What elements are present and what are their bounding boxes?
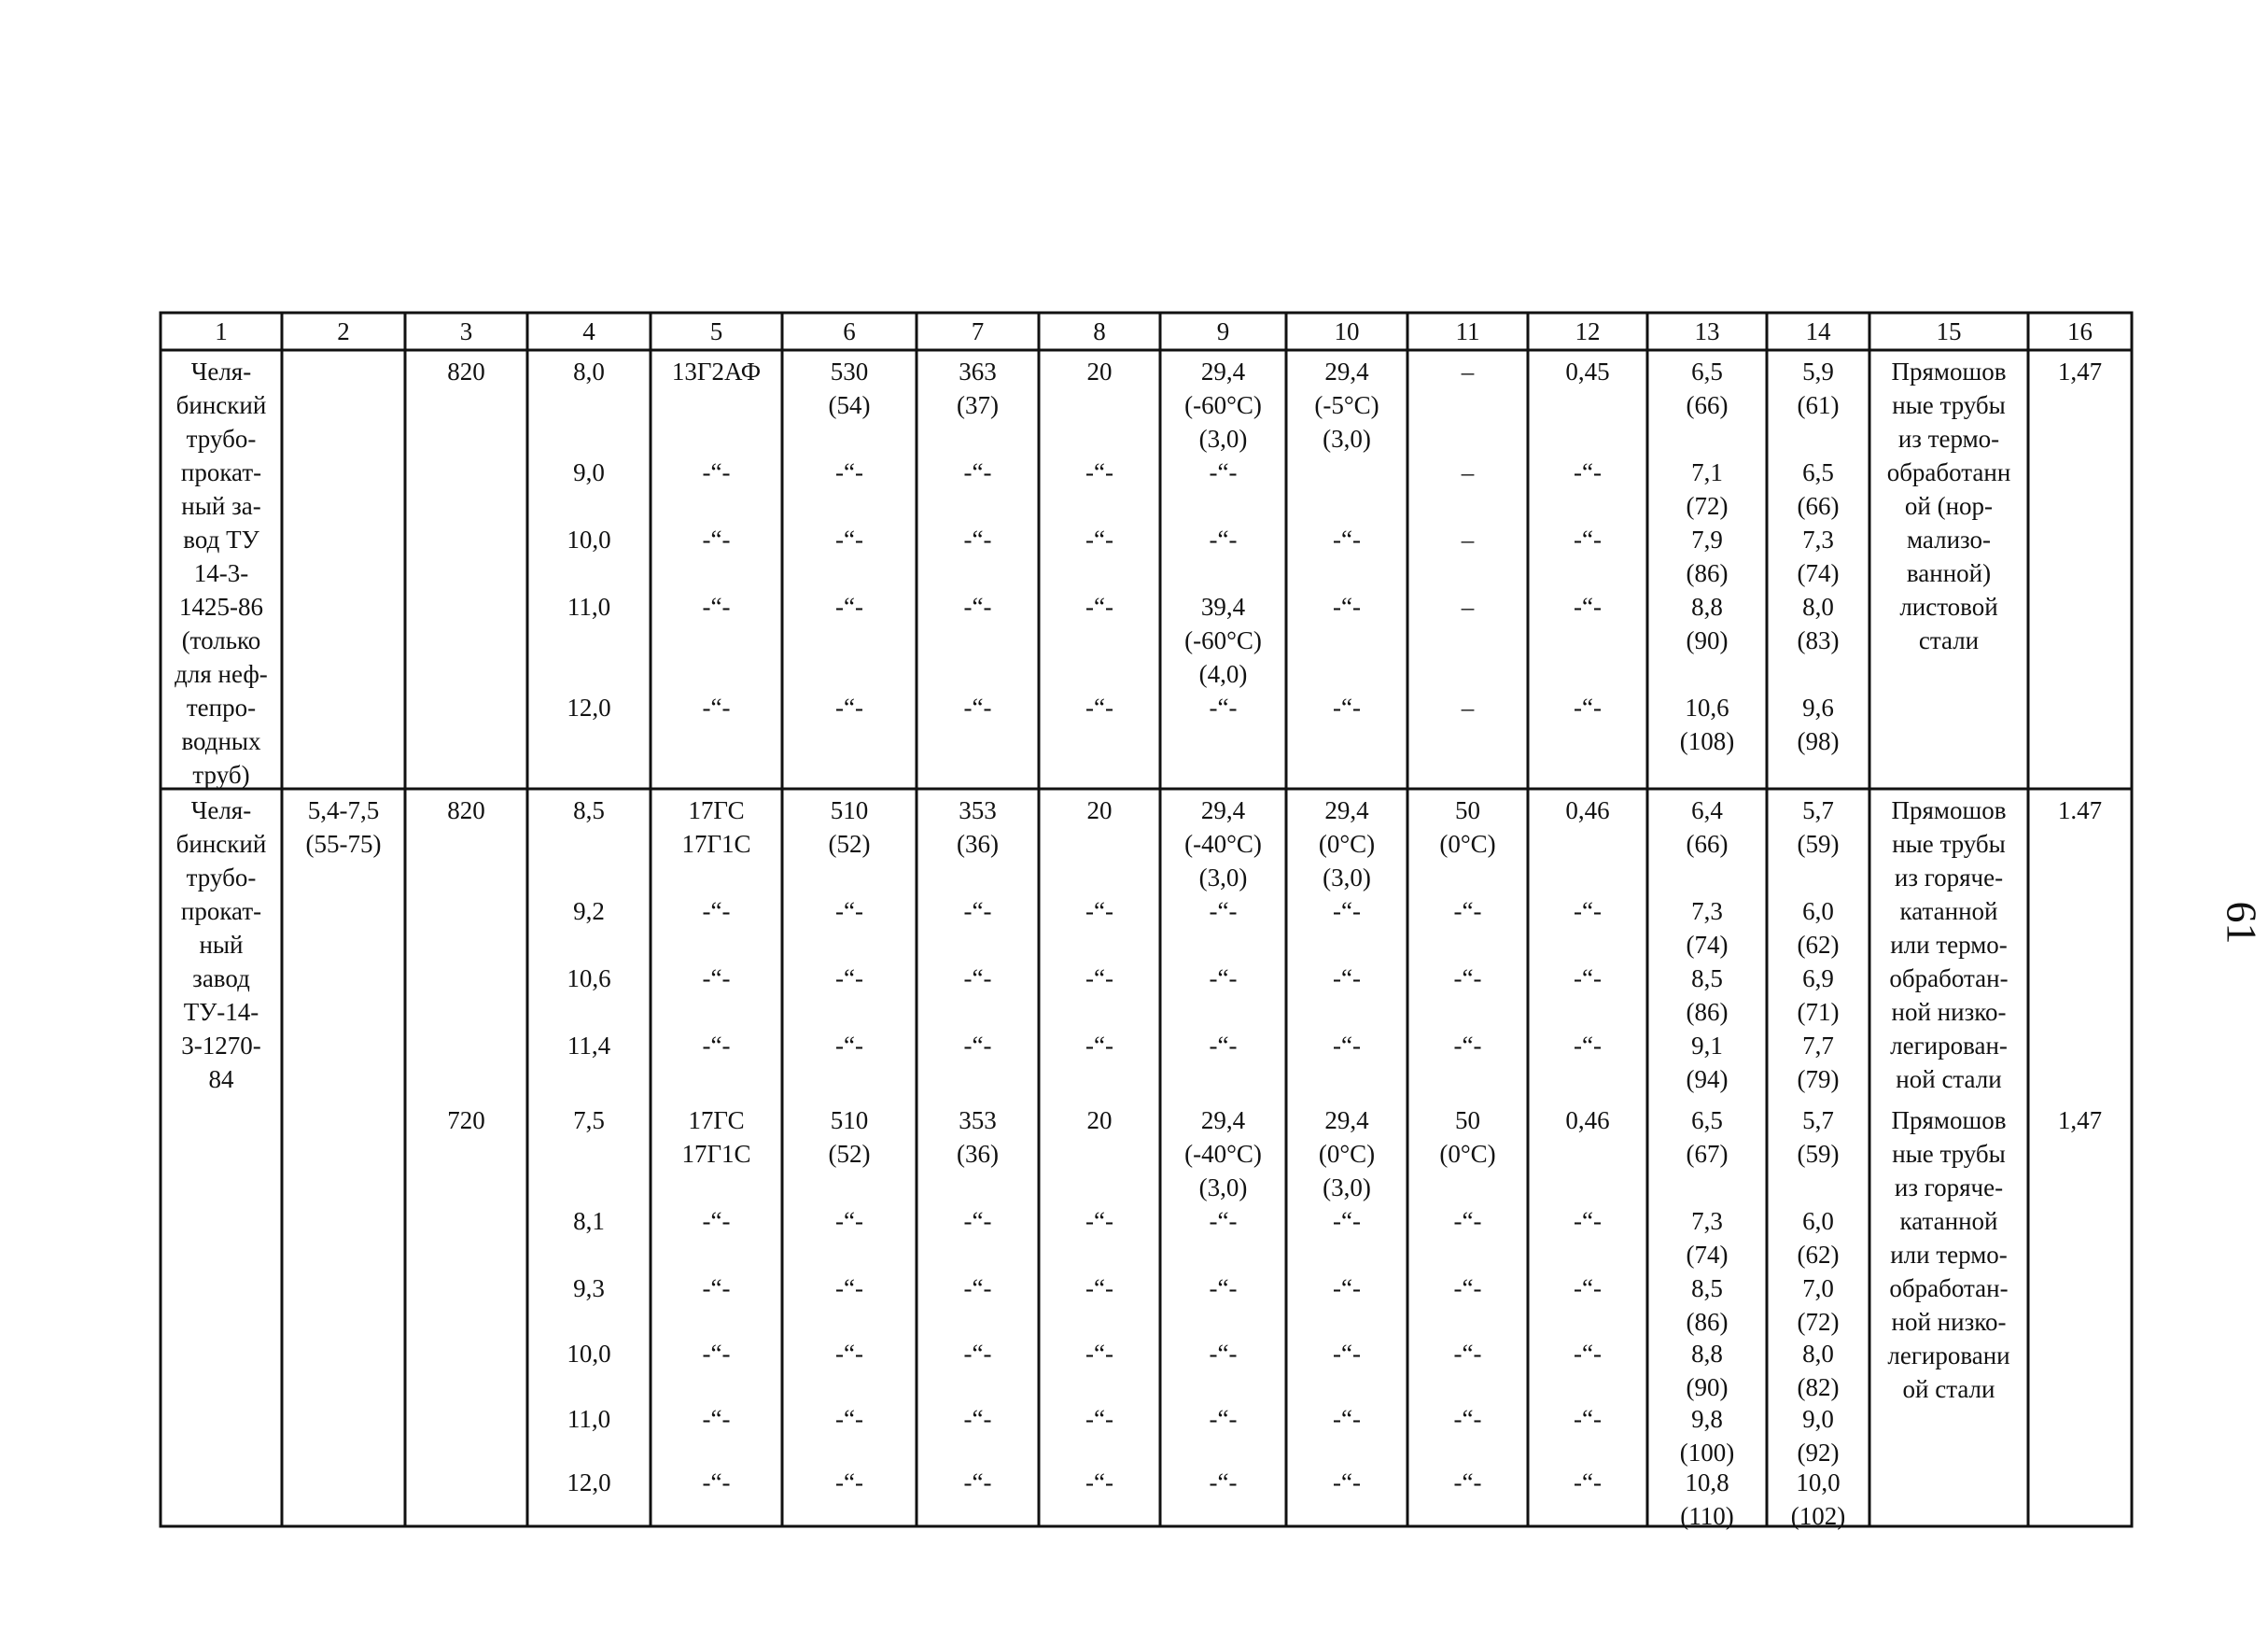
block2-b-row-3-col-8: -“- [1085, 1340, 1113, 1368]
block2-b-row-2-col-7: -“- [963, 1274, 992, 1302]
block1-row-2-col-14: 7,3 (74) [1797, 526, 1840, 587]
column-header-4: 4 [582, 317, 595, 345]
block2-steel-b-cell: 17ГС 17Г1С [681, 1106, 751, 1168]
block2-b-row-2-col-13: 8,5 (86) [1686, 1274, 1729, 1336]
block2-b-row-0-col-12: 0,46 [1565, 1106, 1610, 1134]
block2-a-row-3-col-9: -“- [1209, 1032, 1238, 1060]
block2-b-row-3-col-7: -“- [963, 1340, 992, 1368]
column-header-1: 1 [215, 317, 228, 345]
block1-row-4-col-12: -“- [1574, 694, 1602, 722]
page-number: 61 [2218, 901, 2266, 945]
block2-a-row-2-col-13: 8,5 (86) [1686, 964, 1729, 1026]
block1-row-1-col-5: -“- [702, 458, 731, 486]
block1-row-1-col-8: -“- [1085, 458, 1113, 486]
block2-b-row-0-col-13: 6,5 (67) [1686, 1106, 1729, 1168]
block1-row-2-col-6: -“- [835, 526, 863, 554]
block2-b-row-1-col-8: -“- [1085, 1207, 1113, 1235]
block1-row-3-col-9: 39,4 (-60°C) (4,0) [1184, 593, 1262, 688]
block1-row-4-col-5: -“- [702, 694, 731, 722]
block2-a-row-3-col-13: 9,1 (94) [1686, 1032, 1729, 1093]
block2-a-row-2-col-9: -“- [1209, 964, 1238, 992]
block1-row-2-col-9: -“- [1209, 526, 1238, 554]
column-header-2: 2 [337, 317, 350, 345]
block1-row-3-col-8: -“- [1085, 593, 1113, 621]
block2-b-row-4-col-12: -“- [1574, 1405, 1602, 1433]
column-header-8: 8 [1093, 317, 1106, 345]
column-header-15: 15 [1936, 317, 1962, 345]
block1-row-2-col-10: -“- [1333, 526, 1361, 554]
block2-a-row-3-col-11: -“- [1453, 1032, 1482, 1060]
block1-row-1-col-11: – [1461, 458, 1475, 486]
block2-b-row-0-col-9: 29,4 (-40°C) (3,0) [1184, 1106, 1262, 1201]
block2-b-row-4-col-10: -“- [1333, 1405, 1361, 1433]
block2-b-row-4-col-5: -“- [702, 1405, 731, 1433]
block1-row-4-col-6: -“- [835, 694, 863, 722]
block1-row-0-col-6: 530 (54) [828, 358, 871, 419]
block2-plant-cell: Челя- бинский трубо- прокат- ный завод ТУ-14- 3-1270- 84 [175, 796, 267, 1093]
block2-b-row-2-col-5: -“- [702, 1274, 731, 1302]
block1-row-4-col-10: -“- [1333, 694, 1361, 722]
block2-b-row-1-col-10: -“- [1333, 1207, 1361, 1235]
block1-row-0-col-12: 0,45 [1565, 358, 1610, 386]
block1-row-4-col-9: -“- [1209, 694, 1238, 722]
block2-b-row-0-col-6: 510 (52) [828, 1106, 871, 1168]
block2-b-row-4-col-13: 9,8 (100) [1679, 1405, 1735, 1467]
block2-b-row-0-col-11: 50 (0°C) [1439, 1106, 1496, 1168]
block2-a-row-2-col-12: -“- [1574, 964, 1602, 992]
column-header-14: 14 [1805, 317, 1831, 345]
block2-b-row-1-col-12: -“- [1574, 1207, 1602, 1235]
block2-a-row-1-col-4: 9,2 [573, 897, 605, 925]
block2-b-row-2-col-4: 9,3 [573, 1274, 605, 1302]
block2-diameter-a-cell: 820 [447, 796, 485, 824]
block1-row-0-col-4: 8,0 [573, 358, 605, 386]
block2-a-row-2-col-11: -“- [1453, 964, 1482, 992]
block2-b-row-5-col-11: -“- [1453, 1468, 1482, 1496]
column-header-5: 5 [709, 317, 723, 345]
block2-a-row-0-col-14: 5,7 (59) [1797, 796, 1840, 858]
column-header-13: 13 [1694, 317, 1720, 345]
block2-coef-a-cell: 1.47 [2057, 796, 2103, 824]
column-header-7: 7 [971, 317, 985, 345]
block1-row-0-col-8: 20 [1086, 358, 1113, 386]
block1-row-3-col-11: – [1461, 593, 1475, 621]
block2-b-row-1-col-11: -“- [1453, 1207, 1482, 1235]
block1-row-3-col-14: 8,0 (83) [1797, 593, 1840, 654]
column-header-11: 11 [1455, 317, 1480, 345]
block2-a-row-0-col-13: 6,4 (66) [1686, 796, 1729, 858]
block2-description-a-cell: Прямошов ные трубы из горяче- катанной или термо- обработан- ной низко- легирован- ной стали [1889, 796, 2009, 1093]
column-header-10: 10 [1334, 317, 1360, 345]
block2-a-row-0-col-4: 8,5 [573, 796, 605, 824]
block1-row-4-col-7: -“- [963, 694, 992, 722]
block2-b-row-1-col-14: 6,0 (62) [1797, 1207, 1840, 1269]
block2-b-row-5-col-6: -“- [835, 1468, 863, 1496]
block2-b-row-1-col-9: -“- [1209, 1207, 1238, 1235]
block1-row-4-col-14: 9,6 (98) [1797, 694, 1840, 755]
block2-b-row-4-col-11: -“- [1453, 1405, 1482, 1433]
block2-b-row-5-col-10: -“- [1333, 1468, 1361, 1496]
block2-b-row-5-col-7: -“- [963, 1468, 992, 1496]
block2-a-row-0-col-12: 0,46 [1565, 796, 1610, 824]
block2-a-row-3-col-6: -“- [835, 1032, 863, 1060]
block2-b-row-3-col-14: 8,0 (82) [1797, 1340, 1840, 1401]
block2-b-row-5-col-14: 10,0 (102) [1790, 1468, 1846, 1530]
block1-row-1-col-9: -“- [1209, 458, 1238, 486]
block2-b-row-3-col-5: -“- [702, 1340, 731, 1368]
block1-row-1-col-4: 9,0 [573, 458, 605, 486]
block2-description-b-cell: Прямошов ные трубы из горяче- катанной или термо- обработан- ной низко- легировани ой стали [1887, 1106, 2010, 1403]
block2-b-row-2-col-12: -“- [1574, 1274, 1602, 1302]
block1-row-1-col-13: 7,1 (72) [1686, 458, 1729, 520]
block2-a-row-0-col-11: 50 (0°C) [1439, 796, 1496, 858]
column-header-6: 6 [843, 317, 856, 345]
block2-b-row-5-col-8: -“- [1085, 1468, 1113, 1496]
block2-b-row-1-col-5: -“- [702, 1207, 731, 1235]
block1-row-2-col-7: -“- [963, 526, 992, 554]
block2-b-row-4-col-6: -“- [835, 1405, 863, 1433]
block2-wall-range-cell: 5,4-7,5 (55-75) [305, 796, 382, 858]
block1-row-1-col-7: -“- [963, 458, 992, 486]
block1-row-3-col-7: -“- [963, 593, 992, 621]
block2-a-row-3-col-5: -“- [702, 1032, 731, 1060]
block2-a-row-0-col-6: 510 (52) [828, 796, 871, 858]
block1-row-3-col-4: 11,0 [567, 593, 611, 621]
block1-row-2-col-11: – [1461, 526, 1475, 554]
block2-b-row-0-col-14: 5,7 (59) [1797, 1106, 1840, 1168]
block2-b-row-2-col-14: 7,0 (72) [1797, 1274, 1840, 1336]
block1-row-3-col-12: -“- [1574, 593, 1602, 621]
block2-b-row-1-col-13: 7,3 (74) [1686, 1207, 1729, 1269]
block2-b-row-4-col-9: -“- [1209, 1405, 1238, 1433]
block1-description-cell: Прямошов ные трубы из термо- обработанн ой (нор- мализо- ванной) листовой стали [1886, 358, 2011, 654]
block2-a-row-0-col-10: 29,4 (0°C) (3,0) [1318, 796, 1376, 892]
block2-a-row-3-col-10: -“- [1333, 1032, 1361, 1060]
block2-b-row-5-col-13: 10,8 (110) [1680, 1468, 1734, 1530]
block2-b-row-0-col-4: 7,5 [573, 1106, 605, 1134]
block2-b-row-2-col-11: -“- [1453, 1274, 1482, 1302]
block1-row-2-col-13: 7,9 (86) [1686, 526, 1729, 587]
block2-a-row-0-col-9: 29,4 (-40°C) (3,0) [1184, 796, 1262, 892]
block2-a-row-1-col-5: -“- [702, 897, 731, 925]
block1-row-4-col-8: -“- [1085, 694, 1113, 722]
block2-a-row-3-col-4: 11,4 [567, 1032, 611, 1060]
block2-b-row-3-col-13: 8,8 (90) [1686, 1340, 1729, 1401]
block1-row-2-col-8: -“- [1085, 526, 1113, 554]
block2-b-row-1-col-7: -“- [963, 1207, 992, 1235]
block2-diameter-b-cell: 720 [447, 1106, 485, 1134]
block2-a-row-3-col-7: -“- [963, 1032, 992, 1060]
block2-a-row-0-col-7: 353 (36) [957, 796, 999, 858]
block2-b-row-3-col-9: -“- [1209, 1340, 1238, 1368]
block2-b-row-3-col-12: -“- [1574, 1340, 1602, 1368]
block1-row-3-col-6: -“- [835, 593, 863, 621]
block2-a-row-1-col-10: -“- [1333, 897, 1361, 925]
block2-a-row-2-col-14: 6,9 (71) [1797, 964, 1840, 1026]
block1-row-3-col-10: -“- [1333, 593, 1361, 621]
column-header-3: 3 [459, 317, 473, 345]
block2-b-row-2-col-8: -“- [1085, 1274, 1113, 1302]
block2-a-row-1-col-11: -“- [1453, 897, 1482, 925]
column-header-9: 9 [1216, 317, 1230, 345]
block2-a-row-2-col-5: -“- [702, 964, 731, 992]
block2-b-row-4-col-7: -“- [963, 1405, 992, 1433]
block2-a-row-2-col-7: -“- [963, 964, 992, 992]
block2-steel-a-cell: 17ГС 17Г1С [681, 796, 751, 858]
block2-b-row-3-col-6: -“- [835, 1340, 863, 1368]
block2-coef-b-cell: 1,47 [2057, 1106, 2103, 1134]
block1-plant-cell: Челя- бинский трубо- прокат- ный за- вод ТУ 14-3- 1425-86 (только для неф- тепро- водных труб) [175, 358, 268, 789]
block1-row-0-col-10: 29,4 (-5°C) (3,0) [1314, 358, 1379, 453]
block2-b-row-0-col-8: 20 [1086, 1106, 1113, 1134]
block2-a-row-1-col-14: 6,0 (62) [1797, 897, 1840, 959]
column-header-16: 16 [2067, 317, 2093, 345]
block2-b-row-5-col-9: -“- [1209, 1468, 1238, 1496]
block1-row-0-col-9: 29,4 (-60°C) (3,0) [1184, 358, 1262, 453]
block2-b-row-4-col-4: 11,0 [567, 1405, 611, 1433]
block2-b-row-3-col-11: -“- [1453, 1340, 1482, 1368]
block2-a-row-2-col-10: -“- [1333, 964, 1361, 992]
block2-b-row-4-col-14: 9,0 (92) [1797, 1405, 1840, 1467]
block1-row-0-col-5: 13Г2АФ [671, 358, 762, 386]
column-header-12: 12 [1575, 317, 1601, 345]
block1-row-4-col-11: – [1461, 694, 1475, 722]
block2-b-row-5-col-5: -“- [702, 1468, 731, 1496]
block1-row-0-col-7: 363 (37) [957, 358, 999, 419]
block2-b-row-3-col-4: 10,0 [567, 1340, 611, 1368]
block1-row-2-col-5: -“- [702, 526, 731, 554]
block2-b-row-2-col-10: -“- [1333, 1274, 1361, 1302]
block2-a-row-1-col-6: -“- [835, 897, 863, 925]
block2-a-row-3-col-8: -“- [1085, 1032, 1113, 1060]
block1-diameter-cell: 820 [447, 358, 485, 386]
block1-row-0-col-14: 5,9 (61) [1797, 358, 1840, 419]
block1-row-4-col-13: 10,6 (108) [1679, 694, 1735, 755]
block2-a-row-1-col-12: -“- [1574, 897, 1602, 925]
block2-b-row-2-col-9: -“- [1209, 1274, 1238, 1302]
block1-row-0-col-11: – [1461, 358, 1475, 386]
block1-row-4-col-4: 12,0 [567, 694, 611, 722]
block2-b-row-1-col-6: -“- [835, 1207, 863, 1235]
block2-b-row-2-col-6: -“- [835, 1274, 863, 1302]
block2-a-row-2-col-8: -“- [1085, 964, 1113, 992]
block2-b-row-1-col-4: 8,1 [573, 1207, 605, 1235]
block1-coef-cell: 1,47 [2057, 358, 2103, 386]
block1-row-3-col-5: -“- [702, 593, 731, 621]
block1-row-1-col-14: 6,5 (66) [1797, 458, 1840, 520]
block2-a-row-1-col-7: -“- [963, 897, 992, 925]
block2-a-row-3-col-12: -“- [1574, 1032, 1602, 1060]
block2-a-row-0-col-8: 20 [1086, 796, 1113, 824]
block1-row-0-col-13: 6,5 (66) [1686, 358, 1729, 419]
block1-row-2-col-12: -“- [1574, 526, 1602, 554]
block1-row-2-col-4: 10,0 [567, 526, 611, 554]
block2-a-row-2-col-6: -“- [835, 964, 863, 992]
block1-row-3-col-13: 8,8 (90) [1686, 593, 1729, 654]
block2-b-row-4-col-8: -“- [1085, 1405, 1113, 1433]
block1-row-1-col-6: -“- [835, 458, 863, 486]
block2-a-row-1-col-13: 7,3 (74) [1686, 897, 1729, 959]
block2-a-row-1-col-9: -“- [1209, 897, 1238, 925]
block2-a-row-1-col-8: -“- [1085, 897, 1113, 925]
block2-b-row-5-col-4: 12,0 [567, 1468, 611, 1496]
block2-b-row-5-col-12: -“- [1574, 1468, 1602, 1496]
block2-b-row-0-col-7: 353 (36) [957, 1106, 999, 1168]
block2-b-row-0-col-10: 29,4 (0°C) (3,0) [1318, 1106, 1376, 1201]
block1-row-1-col-12: -“- [1574, 458, 1602, 486]
block2-a-row-2-col-4: 10,6 [567, 964, 611, 992]
block2-a-row-3-col-14: 7,7 (79) [1797, 1032, 1840, 1093]
block2-b-row-3-col-10: -“- [1333, 1340, 1361, 1368]
